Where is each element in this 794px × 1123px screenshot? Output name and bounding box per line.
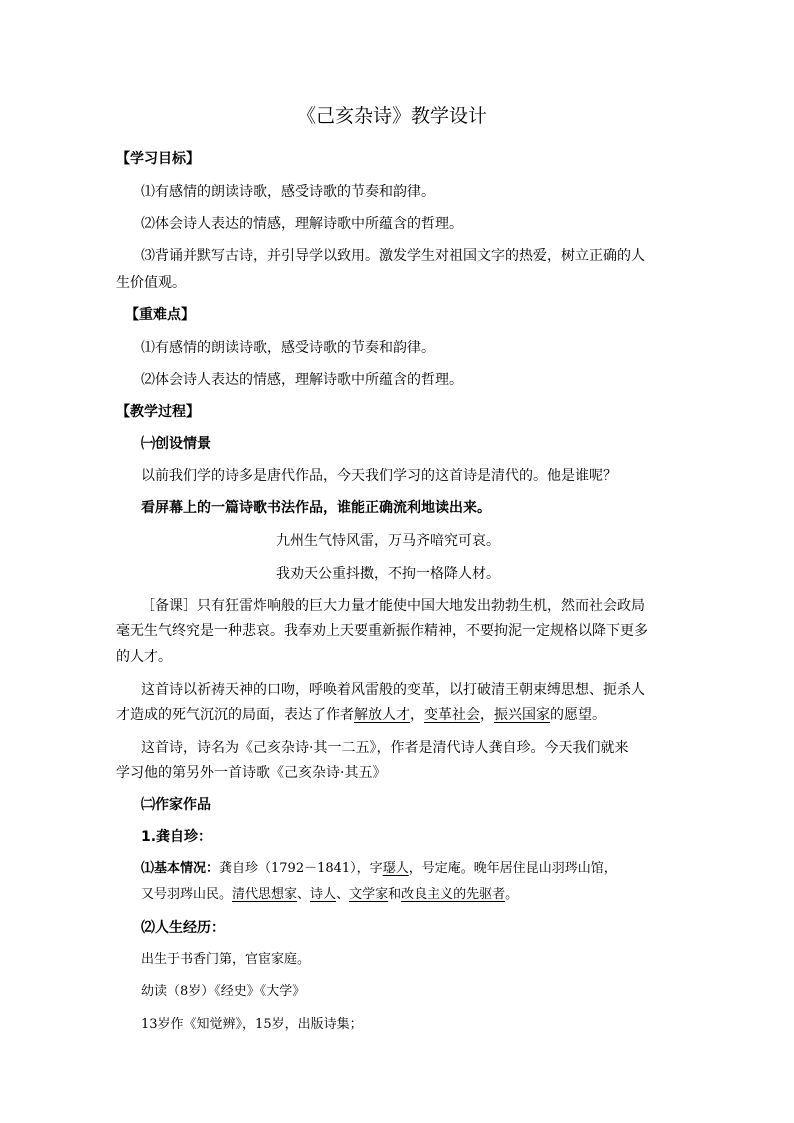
para-2-line-2: [116, 706, 606, 724]
author-subheading: 1.龚自珍：: [141, 829, 213, 845]
key-point-1: ⑴有感情的朗读诗歌，感受诗歌的节奏和韵律。: [141, 340, 435, 356]
section-2-heading: ㈡作家作品: [141, 797, 211, 813]
para-2-suffix: 的愿望。: [550, 707, 606, 723]
underlined-phrase-2: 变革社会: [424, 707, 480, 723]
life-item-3: 13岁作《知觉辨》，15岁，出版诗集；: [141, 1017, 363, 1032]
para-3-line-2: 学习他的第另外一首诗歌《己亥杂诗·其五》: [116, 765, 387, 781]
goal-item-3-line-2: 生价值观。: [116, 275, 186, 291]
key-point-2: ⑵体会诗人表达的情感，理解诗歌中所蕴含的哲理。: [141, 372, 463, 388]
life-heading: ⑵人生经历：: [141, 920, 225, 936]
section-1-intro: 以前我们学的诗多是唐代作品，今天我们学习的这首诗是清代的。他是谁呢？: [141, 468, 617, 484]
period: 。: [505, 887, 519, 902]
identity-thinker: 清代思想家: [232, 887, 298, 902]
key-points-heading: 【重难点】: [125, 307, 195, 323]
identity-reformer: 改良主义的先驱者: [401, 887, 506, 902]
poem-line-1: 九州生气恃风雷，万马齐喑究可哀。: [276, 533, 500, 549]
goal-item-1: ⑴有感情的朗读诗歌，感受诗歌的节奏和韵律。: [141, 184, 435, 200]
basic-info-line-2-prefix: 又号羽琌山民。: [141, 887, 233, 902]
separator: ，: [480, 707, 494, 723]
goal-item-2: ⑵体会诗人表达的情感，理解诗歌中所蕴含的哲理。: [141, 216, 463, 232]
identity-poet: 诗人: [310, 887, 337, 902]
poem-line-2: 我劝天公重抖擞，不拘一格降人材。: [276, 566, 500, 582]
basic-info-text: 龚自珍（1792－1841），字: [219, 861, 383, 876]
note-line-2: 毫无生气终究是一种悲哀。我奉劝上天要重新振作精神，不要拘泥一定规格以降下更多: [116, 623, 648, 639]
separator: 、: [297, 887, 311, 902]
courtesy-name: 璱人: [382, 861, 409, 876]
section-1-prompt: 看屏幕上的一篇诗歌书法作品，谁能正确流利地读出来。: [141, 500, 491, 516]
separator: 、: [336, 887, 350, 902]
para-2-prefix: 才造成的死气沉沉的局面，表达了作者: [116, 707, 354, 723]
note-line-1: ［备课］只有狂雷炸响般的巨大力量才能使中国大地发出勃勃生机，然而社会政局: [141, 598, 645, 614]
para-3-line-1: 这首诗，诗名为《己亥杂诗·其一二五》，作者是清代诗人龚自珍。今天我们就来: [141, 740, 629, 756]
basic-info-text-2: ，号定庵。晚年居住昆山羽琌山馆，: [408, 861, 617, 876]
para-2-line-1: 这首诗以祈祷天神的口吻，呼唤着风雷般的变革，以打破清王朝束缚思想、扼杀人: [141, 682, 645, 698]
process-heading: 【教学过程】: [116, 404, 200, 420]
life-item-2: 幼读（8岁）《经史》《大学》: [141, 984, 306, 999]
underlined-phrase-3: 振兴国家: [494, 707, 550, 723]
life-item-1: 出生于书香门第，官宦家庭。: [141, 952, 311, 967]
separator: ，: [410, 707, 424, 723]
identity-writer: 文学家: [349, 887, 389, 902]
basic-info-line-1: [141, 860, 617, 878]
basic-info-line-2: [141, 886, 518, 904]
basic-info-label: ⑴基本情况：: [141, 861, 220, 876]
section-1-heading: ㈠创设情景: [141, 436, 211, 452]
page-title: 《己亥杂诗》教学设计: [297, 105, 488, 127]
separator: 和: [388, 887, 402, 902]
goals-heading: 【学习目标】: [116, 151, 200, 167]
note-line-3: 的人才。: [116, 649, 172, 665]
underlined-phrase-1: 解放人才: [354, 707, 410, 723]
goal-item-3-line-1: ⑶背诵并默写古诗，并引导学以致用。激发学生对祖国文字的热爱，树立正确的人: [141, 248, 645, 264]
